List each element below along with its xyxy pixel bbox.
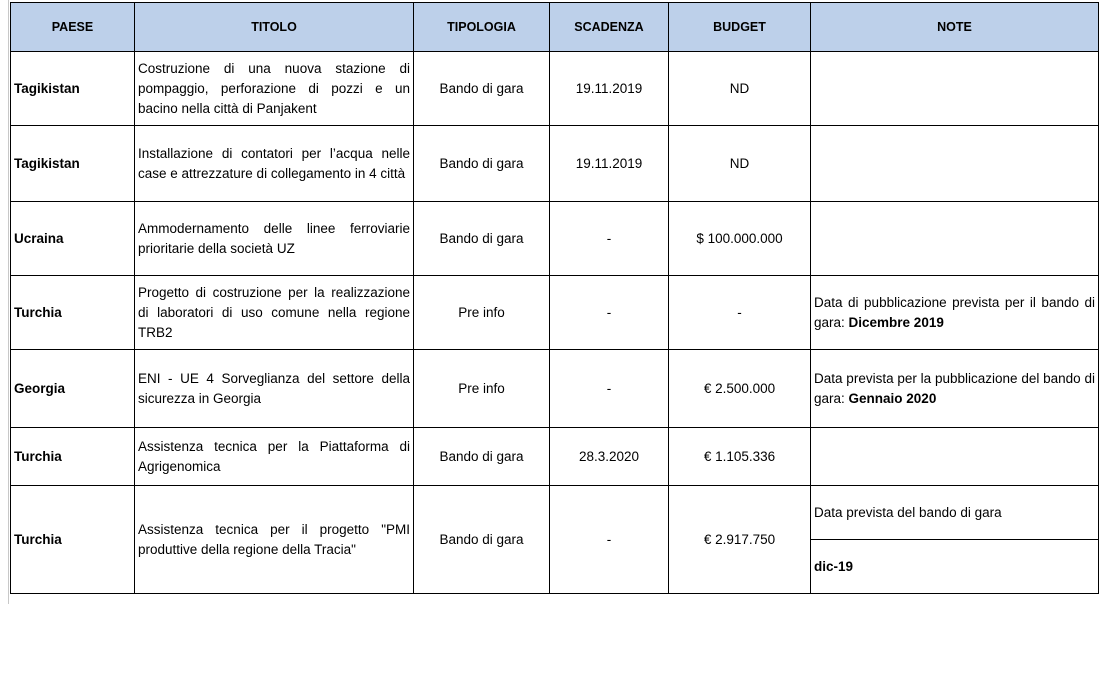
table-row — [11, 276, 1099, 350]
cell-paese: Georgia — [11, 350, 135, 428]
note-bold: Dicembre 2019 — [848, 314, 944, 330]
cell-tipologia: Bando di gara — [414, 428, 550, 486]
cell-note — [811, 428, 1099, 486]
cell-tipologia: Pre info — [414, 350, 550, 428]
cell-paese: Ucraina — [11, 202, 135, 276]
cell-budget: - — [669, 276, 811, 350]
cell-scadenza: - — [550, 350, 669, 428]
cell-titolo: Progetto di costruzione per la realizzazione di laboratori di uso comune nella regione TRB2 — [135, 276, 414, 350]
header-note: NOTE — [811, 3, 1099, 52]
cell-note — [811, 126, 1099, 202]
sheet-left-border — [8, 0, 9, 604]
cell-tipologia: Bando di gara — [414, 486, 550, 594]
cell-note — [811, 350, 1099, 428]
cell-tipologia: Pre info — [414, 276, 550, 350]
table-row — [11, 350, 1099, 428]
cell-budget: ND — [669, 126, 811, 202]
cell-tipologia: Bando di gara — [414, 52, 550, 126]
cell-note-top: Data prevista del bando di gara — [811, 486, 1099, 540]
table-row — [11, 486, 1099, 540]
cell-scadenza: - — [550, 276, 669, 350]
cell-paese: Turchia — [11, 276, 135, 350]
cell-scadenza: 19.11.2019 — [550, 52, 669, 126]
table-row — [11, 126, 1099, 202]
note-bold: Gennaio 2020 — [848, 390, 937, 406]
cell-note — [811, 52, 1099, 126]
cell-titolo: Assistenza tecnica per il progetto "PMI produttive della regione della Tracia" — [135, 486, 414, 594]
cell-budget: € 1.105.336 — [669, 428, 811, 486]
cell-budget: ND — [669, 52, 811, 126]
note-text: Data di pubblicazione prevista per il bando di gara: — [814, 294, 1095, 330]
cell-tipologia: Bando di gara — [414, 126, 550, 202]
cell-scadenza: 28.3.2020 — [550, 428, 669, 486]
cell-paese: Tagikistan — [11, 126, 135, 202]
cell-scadenza: - — [550, 486, 669, 594]
tenders-table — [10, 2, 1099, 594]
header-budget: BUDGET — [669, 3, 811, 52]
cell-note — [811, 202, 1099, 276]
cell-titolo: Ammodernamento delle linee ferroviarie prioritarie della società UZ — [135, 202, 414, 276]
cell-tipologia: Bando di gara — [414, 202, 550, 276]
cell-scadenza: 19.11.2019 — [550, 126, 669, 202]
cell-note — [811, 276, 1099, 350]
note-text: Data prevista per la pubblicazione del bando di gara: — [814, 370, 1095, 406]
cell-paese: Turchia — [11, 428, 135, 486]
cell-budget: $ 100.000.000 — [669, 202, 811, 276]
cell-note-bottom: dic-19 — [811, 540, 1099, 594]
header-scadenza: SCADENZA — [550, 3, 669, 52]
cell-budget: € 2.500.000 — [669, 350, 811, 428]
cell-budget: € 2.917.750 — [669, 486, 811, 594]
table-row — [11, 428, 1099, 486]
table-row — [11, 52, 1099, 126]
cell-titolo: Assistenza tecnica per la Piattaforma di Agrigenomica — [135, 428, 414, 486]
cell-scadenza: - — [550, 202, 669, 276]
header-paese: PAESE — [11, 3, 135, 52]
cell-titolo: ENI - UE 4 Sorveglianza del settore della sicurezza in Georgia — [135, 350, 414, 428]
cell-titolo: Installazione di contatori per l’acqua nelle case e attrezzature di collegamento in 4 città — [135, 126, 414, 202]
cell-titolo: Costruzione di una nuova stazione di pompaggio, perforazione di pozzi e un bacino nella città di Panjakent — [135, 52, 414, 126]
header-row — [11, 3, 1099, 52]
cell-paese: Turchia — [11, 486, 135, 594]
header-tipologia: TIPOLOGIA — [414, 3, 550, 52]
table-row — [11, 202, 1099, 276]
header-titolo: TITOLO — [135, 3, 414, 52]
cell-paese: Tagikistan — [11, 52, 135, 126]
